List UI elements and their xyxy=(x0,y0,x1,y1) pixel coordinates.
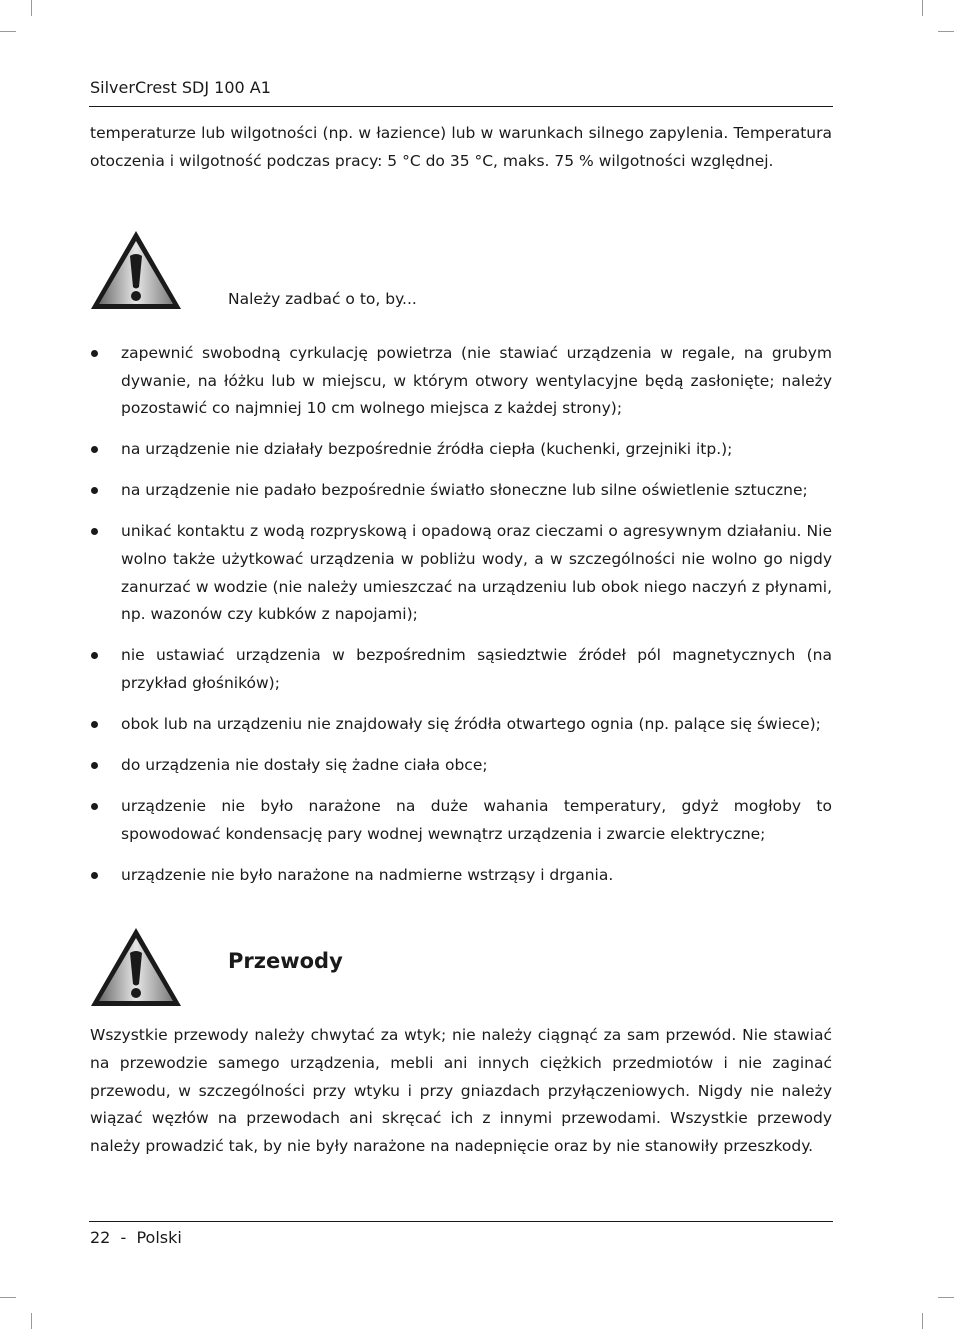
document-header: SilverCrest SDJ 100 A1 xyxy=(90,78,271,97)
bullet-icon xyxy=(91,350,98,357)
list-item: zapewnić swobodną cyrkulację powietrza (nie stawiać urządzenia w regale, na grubym dywanie, na łóżku lub w miejscu, w którym otwory wentylacyjne będą zasłonięte; należy pozostawić co najmniej 10 cm wolnego miejsca z każdej strony); xyxy=(90,340,832,423)
crop-mark xyxy=(31,0,32,16)
bullet-icon xyxy=(91,721,98,728)
crop-mark xyxy=(938,31,954,32)
bullet-icon xyxy=(91,762,98,769)
bullet-icon xyxy=(91,652,98,659)
crop-mark xyxy=(938,1297,954,1298)
bullet-icon xyxy=(91,803,98,810)
precaution-list xyxy=(90,340,832,903)
crop-mark xyxy=(922,1313,923,1329)
warning-triangle-icon xyxy=(89,926,183,1008)
warning-triangle-icon xyxy=(89,229,183,311)
list-item: obok lub na urządzeniu nie znajdowały się źródła otwartego ognia (np. palące się świece); xyxy=(90,711,832,739)
bullet-icon xyxy=(91,872,98,879)
warning-lead-text: Należy zadbać o to, by... xyxy=(228,290,417,308)
footer-rule xyxy=(89,1221,833,1222)
page-footer: 22 - Polski xyxy=(90,1228,182,1247)
list-item: na urządzenie nie padało bezpośrednie światło słoneczne lub silne oświetlenie sztuczne; xyxy=(90,477,832,505)
list-item: na urządzenie nie działały bezpośrednie źródła ciepła (kuchenki, grzejniki itp.); xyxy=(90,436,832,464)
list-item: nie ustawiać urządzenia w bezpośrednim sąsiedztwie źródeł pól magnetycznych (na przykład głośników); xyxy=(90,642,832,697)
bullet-icon xyxy=(91,446,98,453)
list-item: urządzenie nie było narażone na nadmierne wstrząsy i drgania. xyxy=(90,862,832,890)
cables-paragraph: Wszystkie przewody należy chwytać za wtyk; nie należy ciągnąć za sam przewód. Nie stawiać na przewodzie samego urządzenia, mebli ani innych ciężkich przedmiotów i nie zaginać przewodu, w szczególności przy wtyku i przy gniazdach przyłączeniowych. Nigdy nie należy wiązać węzłów na przewodach ani skręcać ich z innymi przewodami. Wszystkie przewody należy prowadzić tak, by nie były narażone na nadepnięcie oraz by nie stanowiły przeszkody. xyxy=(90,1026,832,1156)
header-rule xyxy=(89,106,833,107)
section-title: Przewody xyxy=(228,949,343,973)
bullet-icon xyxy=(91,487,98,494)
crop-mark xyxy=(31,1313,32,1329)
crop-mark xyxy=(922,0,923,16)
intro-paragraph: temperaturze lub wilgotności (np. w łazience) lub w warunkach silnego zapylenia. Temperatura otoczenia i wilgotność podczas pracy: 5 °C do 35 °C, maks. 75 % wilgotności względnej. xyxy=(90,124,832,170)
list-item: do urządzenia nie dostały się żadne ciała obce; xyxy=(90,752,832,780)
list-item: unikać kontaktu z wodą rozpryskową i opadową oraz cieczami o agresywnym działaniu. Nie wolno także użytkować urządzenia w pobliżu wody, a w szczególności nie wolno go nigdy zanurzać w wodzie (nie należy umieszczać na urządzeniu lub obok niego naczyń z płynami, np. wazonów czy kubków z napojami); xyxy=(90,518,832,628)
crop-mark xyxy=(0,31,16,32)
bullet-icon xyxy=(91,528,98,535)
crop-mark xyxy=(0,1297,16,1298)
list-item: urządzenie nie było narażone na duże wahania temperatury, gdyż mogłoby to spowodować kondensację pary wodnej wewnątrz urządzenia i zwarcie elektryczne; xyxy=(90,793,832,848)
